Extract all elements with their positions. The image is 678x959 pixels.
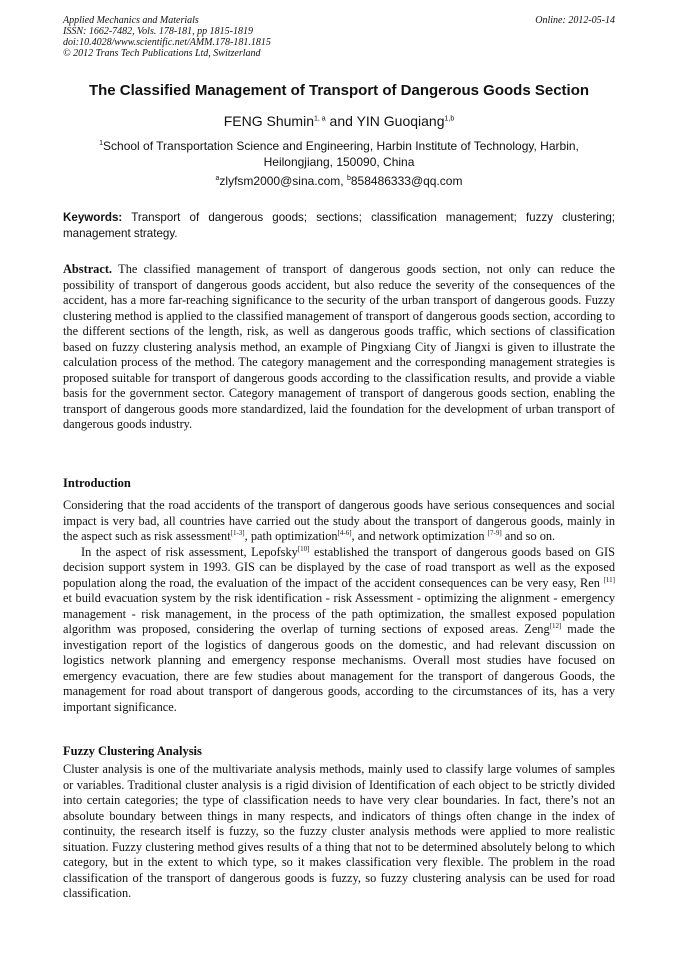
citation-10: [10] [297, 544, 310, 553]
journal-name: Applied Mechanics and Materials [63, 15, 199, 26]
copyright-line: © 2012 Trans Tech Publications Ltd, Switzerland [63, 48, 261, 59]
email-a-sup: a [215, 175, 220, 182]
abstract-text: The classified management of transport of dangerous goods section, not only can reduce the possibility of transport of dangerous goods accident, but also reduce the severity of the consequences of the accident, has a more far-reaching significance to the security of the urban transport of dangerous goods. Fuzzy clustering method is applied to the classified management of transport of dangerous goods section, according to the different sections of the length, risk, as well as dangerous goods traffic, which sections of classification based on fuzzy clustering analysis method, an example of Pingxiang City of Jiangxi is given to illustrate the calculation process of the method. The category management and the corresponding management strategies is proposed suitable for transport of dangerous goods according to the classification results, and provide a viable basis for the government sector. Category management of transport of dangerous goods section, enabling the transport of dangerous goods more standardized, laid the foundation for the development of urban transport of dangerous goods industry. [63, 262, 615, 431]
affiliation-sup: 1 [99, 140, 104, 147]
online-date: Online: 2012-05-14 [535, 15, 615, 26]
fuzzy-paragraph-1: Cluster analysis is one of the multivariate analysis methods, mainly used to classify large volumes of samples or variables. Traditional cluster analysis is a rigid division of Identification of each object to be strictly divided into certain categories; the type of classification needs to have very clear boundaries. In fact, there’s not an absolute boundary between things in many respects, and indicators of things often change in the index of continuity, the research itself is fuzzy, so the fuzzy cluster analysis methods were applied to more realistic situation. Fuzzy clustering method gives results of a thing that not to be determined absolutely belong to which category, but in the extent to which type, so it makes classification very flexible. The problem in the road classification of the transport of dangerous goods is fuzzy, so fuzzy clustering analysis can be used for road classification. [63, 762, 615, 900]
email-b-sup: b [346, 175, 351, 182]
author-line [40, 113, 638, 129]
fuzzy-clustering-body [63, 762, 615, 902]
intro-p2-text-b: established the transport of dangerous goods based on GIS decision support system in 1993. GIS can be displayed by the case of road transport as well as the exposed population along the road, the evaluation of the impact of the accident consequences can be very easy, Ren [63, 544, 615, 590]
abstract [63, 262, 615, 433]
keywords-label: Keywords: [63, 211, 123, 224]
intro-p1-text-a: Considering that the road accidents of the transport of dangerous goods have serious consequences and social impact is very bad, all countries have carried out the study about the transport of dangerous goods, mainly in the aspect such as risk assessment [63, 498, 615, 543]
citation-11: [11] [603, 575, 615, 584]
affiliation-text: School of Transportation Science and Engineering, Harbin Institute of Technology, Harbin, Heilongjiang, 150090, China [103, 139, 579, 169]
intro-p2-text-d: made the investigation report of the logistics of dangerous goods on the domestic, and had relevant discussion on logistics network planning and emergency response mechanisms. Overall most studies have focused on emergency evacuation, there are few studies about management for the transport of dangerous Goods, the management for road about transport of dangerous goods, according to the circumstances of its, has a very important significance. [63, 622, 616, 714]
introduction-paragraph-1 [63, 498, 615, 545]
issn-line: ISSN: 1662-7482, Vols. 178-181, pp 1815-1819 [63, 26, 253, 37]
author-1-sup: 1, a [313, 115, 326, 123]
citation-7-9: [7-9] [487, 528, 502, 537]
doi-line: doi:10.4028/www.scientific.net/AMM.178-181.1815 [63, 37, 271, 48]
intro-p1-text-c: , and network optimization [351, 529, 488, 543]
keywords [63, 210, 615, 241]
author-1: FENG Shumin [223, 113, 314, 129]
email-a: zlyfsm2000@sina.com, [219, 174, 347, 188]
intro-p1-text-d: and so on. [501, 529, 556, 543]
intro-p2-text-a: In the aspect of risk assessment, Lepofsky [81, 544, 298, 559]
introduction-paragraph-2 [63, 545, 615, 716]
intro-p1-text-b: , path optimization [244, 529, 338, 543]
citation-12: [12] [549, 621, 562, 630]
email-b: 858486333@qq.com [350, 174, 463, 188]
abstract-label: Abstract. [63, 262, 113, 276]
introduction-body [63, 498, 615, 715]
keywords-text: Transport of dangerous goods; sections; classification management; fuzzy clustering; management strategy. [63, 211, 615, 240]
email-line [40, 174, 638, 188]
affiliation [80, 138, 598, 170]
citation-4-6: [4-6] [337, 528, 352, 537]
journal-header [63, 15, 615, 59]
introduction-heading: Introduction [63, 476, 131, 490]
citation-1-3: [1-3] [230, 528, 245, 537]
intro-p2-text-c: et build evacuation system by the risk identification - risk Assessment - optimizing the alignment - emergency management - risk management, in the process of the path optimization, the smallest exposed population algorithm was proposed, considering the overlap of turning sections of exposed areas. Zeng [63, 591, 615, 636]
author-2-sup: 1,b [444, 115, 455, 123]
paper-title: The Classified Management of Transport of Dangerous Goods Section [88, 82, 590, 99]
author-2: YIN Guoqiang [356, 113, 445, 129]
author-conjunction: and [325, 113, 357, 129]
fuzzy-clustering-heading: Fuzzy Clustering Analysis [63, 744, 202, 758]
